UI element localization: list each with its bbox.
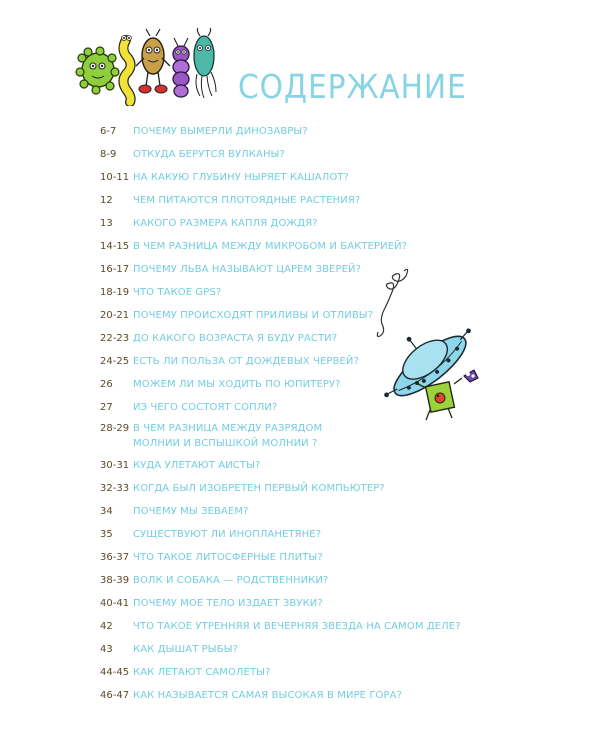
toc-page-number: 27 <box>100 402 113 413</box>
toc-question: КОГДА БЫЛ ИЗОБРЕТЕН ПЕРВЫЙ КОМПЬЮТЕР? <box>133 483 385 494</box>
toc-page-number: 44-45 <box>100 667 130 678</box>
toc-page-number: 43 <box>100 644 113 655</box>
toc-page-number: 24-25 <box>100 356 130 367</box>
toc-question: В ЧЕМ РАЗНИЦА МЕЖДУ РАЗРЯДОМ МОЛНИИ И ВСПЫШКОЙ МОЛНИИ ? <box>133 423 323 449</box>
toc-page-number: 30-31 <box>100 460 130 471</box>
toc-question: СУЩЕСТВУЮТ ЛИ ИНОПЛАНЕТЯНЕ? <box>133 529 322 540</box>
toc-page-number: 22-23 <box>100 333 130 344</box>
toc-page-number: 32-33 <box>100 483 130 494</box>
toc-page-number: 16-17 <box>100 264 130 275</box>
toc-question: ЕСТЬ ЛИ ПОЛЬЗА ОТ ДОЖДЕВЫХ ЧЕРВЕЙ? <box>133 356 359 367</box>
toc-question: ПОЧЕМУ МЫ ЗЕВАЕМ? <box>133 506 249 517</box>
toc-page-number: 20-21 <box>100 310 130 321</box>
toc-question: КАК ЛЕТАЮТ САМОЛЕТЫ? <box>133 667 271 678</box>
ufo-alien-illustration <box>370 266 500 426</box>
toc-page-number: 38-39 <box>100 575 130 586</box>
toc-page-number: 35 <box>100 529 113 540</box>
toc-page-number: 8-9 <box>100 149 117 160</box>
page-title: СОДЕРЖАНИЕ <box>238 67 467 106</box>
toc-question: ПОЧЕМУ ПРОИСХОДЯТ ПРИЛИВЫ И ОТЛИВЫ? <box>133 310 374 321</box>
toc-page-number: 40-41 <box>100 598 130 609</box>
toc-question: ОТКУДА БЕРУТСЯ ВУЛКАНЫ? <box>133 149 285 160</box>
toc-question: ИЗ ЧЕГО СОСТОЯТ СОПЛИ? <box>133 402 278 413</box>
toc-question: КУДА УЛЕТАЮТ АИСТЫ? <box>133 460 261 471</box>
toc-question: ПОЧЕМУ ЛЬВА НАЗЫВАЮТ ЦАРЕМ ЗВЕРЕЙ? <box>133 264 361 275</box>
toc-page-number: 28-29 <box>100 423 130 434</box>
toc-question: НА КАКУЮ ГЛУБИНУ НЫРЯЕТ КАШАЛОТ? <box>133 172 349 183</box>
toc-question: ДО КАКОГО ВОЗРАСТА Я БУДУ РАСТИ? <box>133 333 338 344</box>
toc-page-number: 26 <box>100 379 113 390</box>
toc-question: ПОЧЕМУ МОЕ ТЕЛО ИЗДАЕТ ЗВУКИ? <box>133 598 323 609</box>
toc-page-number: 34 <box>100 506 113 517</box>
toc-page-number: 42 <box>100 621 113 632</box>
toc-question: КАК НАЗЫВАЕТСЯ САМАЯ ВЫСОКАЯ В МИРЕ ГОРА? <box>133 690 402 701</box>
toc-page-number: 14-15 <box>100 241 130 252</box>
toc-question: КАК ДЫШАТ РЫБЫ? <box>133 644 239 655</box>
toc-question: КАКОГО РАЗМЕРА КАПЛЯ ДОЖДЯ? <box>133 218 318 229</box>
toc-question: ЧЕМ ПИТАЮТСЯ ПЛОТОЯДНЫЕ РАСТЕНИЯ? <box>133 195 361 206</box>
toc-page-number: 12 <box>100 195 113 206</box>
toc-question: ЧТО ТАКОЕ УТРЕННЯЯ И ВЕЧЕРНЯЯ ЗВЕЗДА НА САМОМ ДЕЛЕ? <box>133 621 461 632</box>
toc-page-number: 18-19 <box>100 287 130 298</box>
toc-question: ЧТО ТАКОЕ ЛИТОСФЕРНЫЕ ПЛИТЫ? <box>133 552 323 563</box>
toc-page-number: 36-37 <box>100 552 130 563</box>
toc-question: МОЖЕМ ЛИ МЫ ХОДИТЬ ПО ЮПИТЕРУ? <box>133 379 341 390</box>
toc-page-number: 10-11 <box>100 172 130 183</box>
toc-question: ПОЧЕМУ ВЫМЕРЛИ ДИНОЗАВРЫ? <box>133 126 308 137</box>
toc-page-number: 6-7 <box>100 126 117 137</box>
toc-question: ЧТО ТАКОЕ GPS? <box>133 287 222 298</box>
toc-question: ВОЛК И СОБАКА — РОДСТВЕННИКИ? <box>133 575 329 586</box>
toc-question: В ЧЕМ РАЗНИЦА МЕЖДУ МИКРОБОМ И БАКТЕРИЕЙ? <box>133 241 408 252</box>
toc-page-number: 46-47 <box>100 690 130 701</box>
toc-page-number: 13 <box>100 218 113 229</box>
